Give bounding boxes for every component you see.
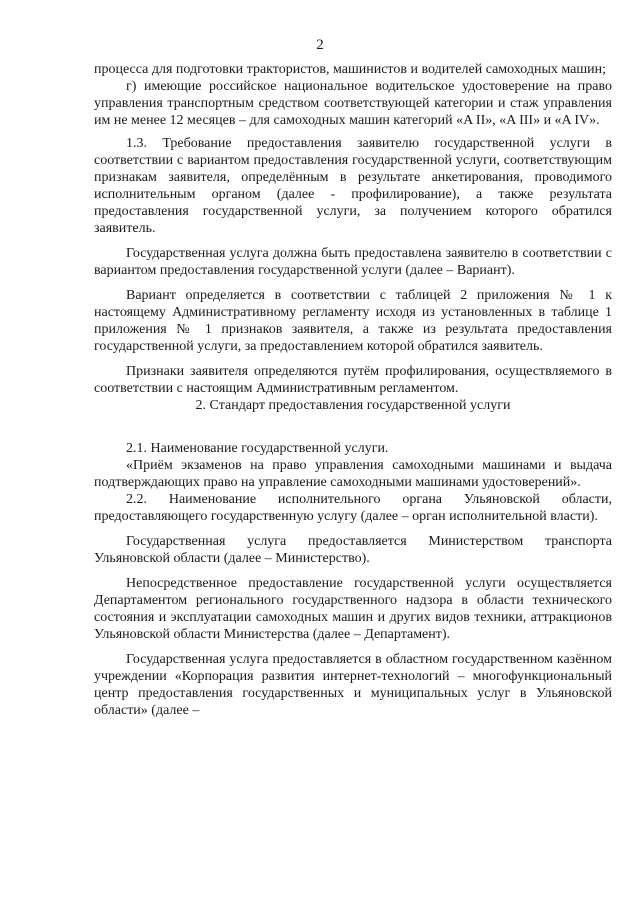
paragraph-1-3: 1.3. Требование предоставления заявителю государственной услуги в соответствии с вариантом предоставления государственной услуги, соответствующим признакам заявителя, определённым в результате анкетирования, проводимого исполнительным органом (далее - профилирование), а также результата предоставления государственной услуги, за получением которого обратился заявитель.	[94, 136, 612, 236]
paragraph-variant-requirement: Государственная услуга должна быть предоставлена заявителю в соответствии с вариантом предоставления государственной услуги (далее – Вариант).	[94, 246, 612, 278]
paragraph-item-g: г) имеющие российское национальное водительское удостоверение на право управления транспортным средством соответствующей категории и стаж управления им не менее 12 месяцев – для самоходных машин категорий «A II», «A III» и «A IV».	[94, 79, 612, 128]
paragraph-2-1: 2.1. Наименование государственной услуги.	[126, 441, 389, 456]
paragraph-applicant-signs: Признаки заявителя определяются путём профилирования, осуществляемого в соответствии с настоящим Административным регламентом.	[94, 364, 612, 396]
document-body	[94, 61, 612, 719]
paragraph-variant-definition: Вариант определяется в соответствии с таблицей 2 приложения № 1 к настоящему Административному регламенту исходя из установленных в таблице 1 приложения № 1 признаков заявителя, а также из результата предоставления государственной услуги, за предоставлением которой обратился заявитель.	[94, 288, 612, 354]
section-heading: 2. Стандарт предоставления государственной услуги	[195, 398, 511, 413]
paragraph-department: Непосредственное предоставление государственной услуги осуществляется Департаментом регионального государственного надзора в области технического состояния и эксплуатации самоходных машин и других видов техники, аттракционов Ульяновской области Министерства (далее – Департамент).	[94, 576, 612, 642]
paragraph-ministry: Государственная услуга предоставляется Министерством транспорта Ульяновской области (далее – Министерство).	[94, 534, 612, 566]
paragraph-2-2: 2.2. Наименование исполнительного органа Ульяновской области, предоставляющего государственную услугу (далее – орган исполнительной власти).	[94, 492, 612, 524]
paragraph-service-name: «Приём экзаменов на право управления самоходными машинами и выдача подтверждающих право на управление самоходными машинами удостоверений».	[94, 458, 612, 490]
paragraph-continuation: процесса для подготовки трактористов, машинистов и водителей самоходных машин;	[94, 62, 607, 77]
page-number: 2	[316, 37, 324, 53]
paragraph-mfc: Государственная услуга предоставляется в областном государственном казённом учреждении «Корпорация развития интернет-технологий – многофункциональный центр предоставления государственных и муниципальных услуг в Ульяновской области» (далее –	[94, 652, 612, 718]
